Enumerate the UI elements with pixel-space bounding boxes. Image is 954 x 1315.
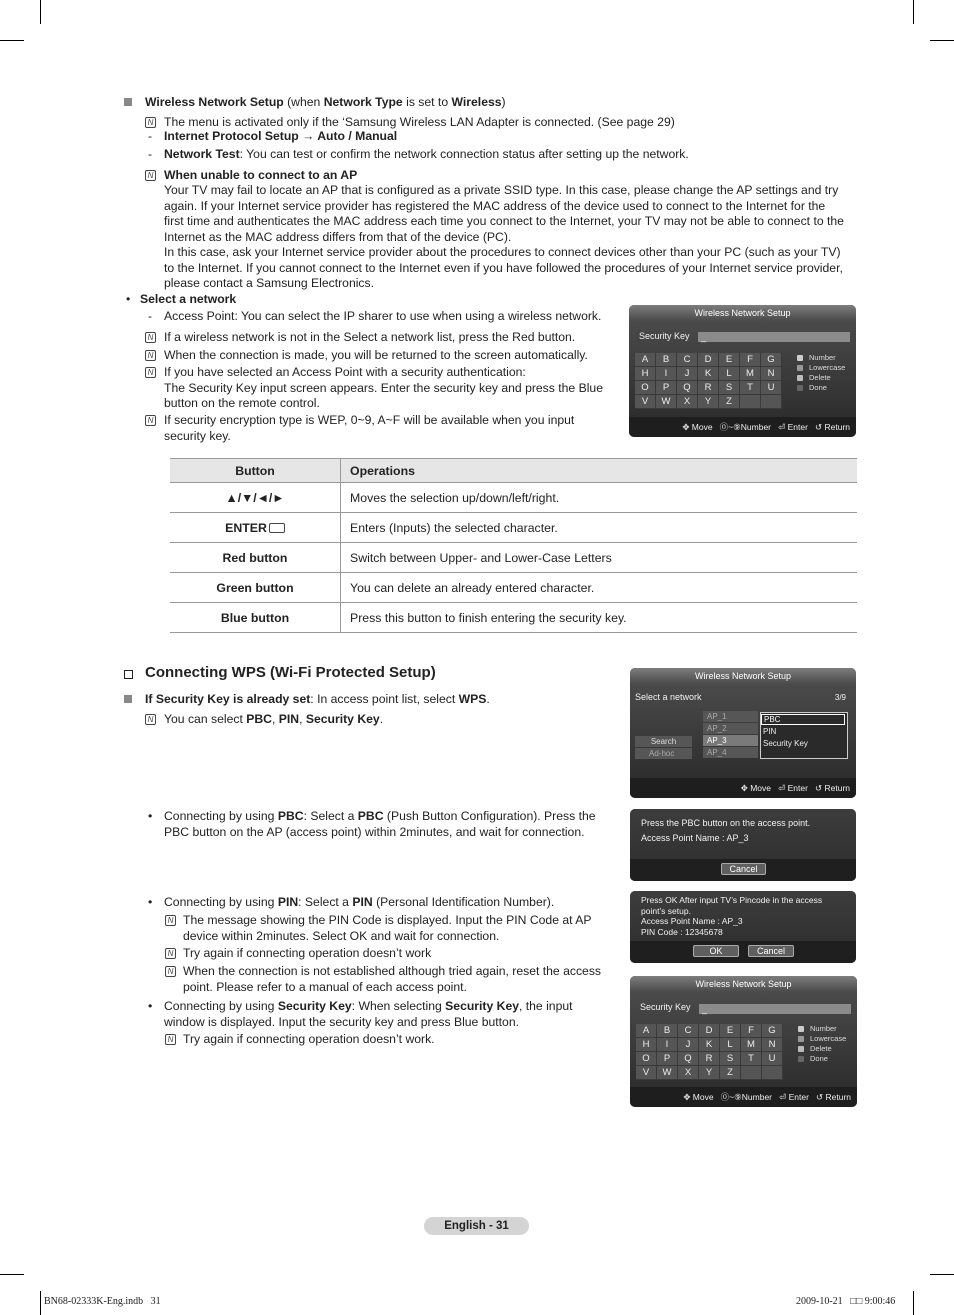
screen-footer: ✥ Move ⏎ Enter ↺ Return	[630, 778, 856, 798]
key[interactable]: Q	[677, 381, 698, 395]
key[interactable]: W	[656, 395, 677, 409]
table-header-operations: Operations	[341, 459, 858, 483]
dash-bullet: -	[148, 147, 153, 161]
page-indicator: 3/9	[834, 693, 846, 702]
note-icon: N	[145, 332, 156, 343]
key[interactable]: W	[657, 1066, 678, 1080]
key[interactable]	[761, 395, 782, 409]
dot-bullet: •	[148, 809, 153, 823]
table-row: Red button Switch between Upper- and Lower-Case Letters	[170, 543, 857, 573]
note-text: When the connection is made, you will be returned to the screen automatically.	[164, 348, 588, 362]
note-text: If a wireless network is not in the Select a network list, press the Red button.	[164, 330, 576, 344]
key[interactable]: A	[636, 1024, 657, 1038]
key[interactable]: Y	[699, 1066, 720, 1080]
key[interactable]: P	[656, 381, 677, 395]
security-key-input[interactable]: _	[699, 1004, 851, 1014]
crop-mark	[0, 1274, 24, 1275]
key[interactable]: K	[699, 1038, 720, 1052]
keyboard	[636, 1024, 783, 1080]
key[interactable]: T	[740, 381, 761, 395]
security-key-input[interactable]: _	[698, 332, 850, 342]
key[interactable]: N	[762, 1038, 783, 1052]
key[interactable]: V	[636, 1066, 657, 1080]
note-text: The menu is activated only if the ‘Samsung Wireless LAN Adapter is connected. (See page 29)	[164, 115, 675, 129]
note-text: If security encryption type is WEP, 0~9, A~F will be available when you input security key.	[164, 413, 575, 443]
wireless-heading: Wireless Network Setup (when Network Type is set to Wireless)	[145, 95, 506, 109]
note-icon: N	[145, 350, 156, 361]
select-network-title: Select a network	[140, 292, 237, 306]
key[interactable]: Z	[720, 1066, 741, 1080]
key[interactable]: B	[656, 353, 677, 367]
pin-text: Connecting by using PIN: Select a PIN (Personal Identification Number).	[164, 895, 555, 909]
key[interactable]: D	[699, 1024, 720, 1038]
key[interactable]: K	[698, 367, 719, 381]
dot-bullet: •	[148, 999, 153, 1013]
table-row: Blue button Press this button to finish entering the security key.	[170, 603, 857, 633]
key[interactable]: L	[720, 1038, 741, 1052]
key[interactable]: M	[741, 1038, 762, 1052]
screen-title: Wireless Network Setup	[630, 668, 856, 684]
note-icon: N	[165, 966, 176, 977]
ap-item[interactable]: AP_1	[703, 711, 758, 722]
unable-paragraph: Your TV may fail to locate an AP that is configured as a private SSID type. In this case, please change the AP settings and try again. If your Internet service provider has registered the MAC address of the device used to connect to the Internet for the first time and authenticates the MAC address each time you connect to the Internet, your TV may not be able to connect to the Internet as the MAC address differs from that of the device (PC). In this case, ask your Internet service provider about the procedures to connect devices other than your PC (such as your TV) to the Internet. If you cannot connect to the Internet even if you have followed the procedures of your Internet service provider, please contact a Samsung Electronics.	[164, 183, 844, 290]
table-header-button: Button	[170, 459, 341, 483]
note-icon: N	[165, 1034, 176, 1045]
adhoc-button[interactable]: Ad-hoc	[635, 748, 692, 759]
key[interactable]: R	[699, 1052, 720, 1066]
security-key-label: Security Key	[640, 1002, 691, 1012]
key[interactable]: R	[698, 381, 719, 395]
key[interactable]: J	[678, 1038, 699, 1052]
screen-title: Wireless Network Setup	[630, 976, 857, 992]
security-key-screen	[629, 305, 856, 437]
key[interactable]: Q	[678, 1052, 699, 1066]
key[interactable]: X	[678, 1066, 699, 1080]
key[interactable]: C	[678, 1024, 699, 1038]
note-text: Try again if connecting operation doesn’t work.	[183, 1032, 435, 1046]
security-key-screen	[630, 976, 857, 1107]
dot-bullet: •	[148, 895, 153, 909]
key[interactable]: D	[698, 353, 719, 367]
note-icon: N	[145, 117, 156, 128]
crop-mark	[0, 40, 24, 41]
key[interactable]: F	[741, 1024, 762, 1038]
key[interactable]: G	[762, 1024, 783, 1038]
note-icon: N	[145, 415, 156, 426]
key[interactable]: S	[719, 381, 740, 395]
note-text: The message showing the PIN Code is displayed. Input the PIN Code at AP device within 2minutes. Select OK and wait for connection.	[183, 913, 592, 943]
key-legend: Number Lowercase Delete Done	[795, 353, 845, 393]
ap-item[interactable]: AP_4	[703, 747, 758, 758]
file-name: BN68-02333K-Eng.indb 31	[44, 1296, 161, 1307]
dash-bullet: -	[148, 309, 153, 323]
key[interactable]: H	[635, 367, 656, 381]
popup-item-security-key[interactable]: Security Key	[763, 739, 808, 748]
key[interactable]: O	[636, 1052, 657, 1066]
key[interactable]: X	[677, 395, 698, 409]
key[interactable]: H	[636, 1038, 657, 1052]
key[interactable]: L	[719, 367, 740, 381]
ip-setup-item: Internet Protocol Setup → Auto / Manual	[164, 129, 398, 143]
pin-message: Press OK After input TV’s Pincode in the access point’s setup. Access Point Name : AP_3 PIN Code : 12345678	[641, 895, 823, 937]
key[interactable]: I	[656, 367, 677, 381]
square-bullet-icon	[124, 695, 132, 703]
operations-table	[170, 458, 857, 633]
pin-message-screen	[630, 891, 856, 963]
wps-if-text: If Security Key is already set: In access point list, select WPS.	[145, 692, 490, 706]
search-button[interactable]: Search	[635, 736, 692, 747]
crop-mark	[930, 1274, 954, 1275]
page-label: English - 31	[424, 1217, 529, 1235]
note-icon: N	[145, 170, 156, 181]
keyboard	[635, 353, 782, 409]
network-test-item: Network Test: You can test or confirm the network connection status after setting up the network.	[164, 147, 689, 161]
key[interactable]: B	[657, 1024, 678, 1038]
key[interactable]: G	[761, 353, 782, 367]
key[interactable]: I	[657, 1038, 678, 1052]
dot-bullet: •	[126, 292, 131, 306]
cancel-button[interactable]: Cancel	[748, 945, 794, 957]
pbc-message-screen	[630, 809, 856, 881]
key[interactable]: A	[635, 353, 656, 367]
dash-bullet: -	[148, 129, 153, 143]
crop-mark	[930, 40, 954, 41]
ap-item-selected[interactable]: AP_3	[703, 735, 758, 746]
select-network-screen	[630, 668, 856, 798]
crop-mark	[40, 0, 41, 24]
enter-icon	[269, 523, 285, 533]
key[interactable]: J	[677, 367, 698, 381]
wps-title: Connecting WPS (Wi-Fi Protected Setup)	[145, 664, 436, 681]
key[interactable]: E	[720, 1024, 741, 1038]
popup-item-pbc[interactable]: PBC	[761, 714, 845, 725]
access-point-name: Access Point Name : AP_3	[641, 833, 749, 843]
security-key-label: Security Key	[639, 331, 690, 341]
key[interactable]: N	[761, 367, 782, 381]
table-row: ENTER Enters (Inputs) the selected character.	[170, 513, 857, 543]
note-icon: N	[165, 915, 176, 926]
note-text: If you have selected an Access Point with a security authentication: The Security Key input screen appears. Enter the security key and press the Blue button on the remote control.	[164, 365, 603, 410]
table-row: Green button You can delete an already entered character.	[170, 573, 857, 603]
security-key-text: Connecting by using Security Key: When selecting Security Key, the input window is displayed. Input the security key and press Blue button.	[164, 999, 573, 1029]
ok-button[interactable]: OK	[693, 945, 739, 957]
crop-mark	[913, 1291, 914, 1315]
key[interactable]	[740, 395, 761, 409]
key[interactable]: U	[762, 1052, 783, 1066]
select-network-label: Select a network	[635, 692, 702, 702]
wps-select-text: You can select PBC, PIN, Security Key.	[164, 712, 384, 726]
key[interactable]: U	[761, 381, 782, 395]
key[interactable]: O	[635, 381, 656, 395]
key[interactable]: P	[657, 1052, 678, 1066]
key-legend: Number Lowercase Delete Done	[796, 1024, 846, 1064]
note-icon: N	[145, 367, 156, 378]
key[interactable]: S	[720, 1052, 741, 1066]
crop-mark	[40, 1291, 41, 1315]
note-icon: N	[165, 948, 176, 959]
key[interactable]: T	[741, 1052, 762, 1066]
access-point-text: Access Point: You can select the IP sharer to use when using a wireless network.	[164, 309, 602, 323]
key[interactable]: C	[677, 353, 698, 367]
unable-title: When unable to connect to an AP	[164, 168, 358, 182]
ap-item[interactable]: AP_2	[703, 723, 758, 734]
key[interactable]: Z	[719, 395, 740, 409]
key[interactable]	[762, 1066, 783, 1080]
checkbox-icon	[124, 670, 133, 679]
table-row: ▲/▼/◄/► Moves the selection up/down/left/right.	[170, 483, 857, 513]
note-text: When the connection is not established although tried again, reset the access point. Please refer to a manual of each access point.	[183, 964, 602, 994]
key[interactable]: V	[635, 395, 656, 409]
key[interactable]: E	[719, 353, 740, 367]
cancel-button[interactable]: Cancel	[721, 863, 766, 875]
pbc-message: Press the PBC button on the access point.	[641, 818, 811, 828]
screen-footer: ✥ Move ⓪~⑨Number ⏎ Enter ↺ Return	[629, 417, 856, 437]
print-datetime: 2009-10-21 □□ 9:00:46	[796, 1296, 896, 1307]
popup-item-pin[interactable]: PIN	[763, 727, 777, 736]
key[interactable]: M	[740, 367, 761, 381]
screen-title: Wireless Network Setup	[629, 305, 856, 321]
key[interactable]	[741, 1066, 762, 1080]
key[interactable]: F	[740, 353, 761, 367]
crop-mark	[913, 0, 914, 24]
wps-popup	[760, 712, 848, 759]
pbc-text: Connecting by using PBC: Select a PBC (Push Button Configuration). Press the PBC button on the AP (access point) within 2minutes, and wait for connection.	[164, 809, 596, 839]
note-icon: N	[145, 714, 156, 725]
key[interactable]: Y	[698, 395, 719, 409]
note-text: Try again if connecting operation doesn’t work	[183, 946, 432, 960]
square-bullet-icon	[124, 98, 132, 106]
screen-footer: ✥ Move ⓪~⑨Number ⏎ Enter ↺ Return	[630, 1087, 857, 1107]
